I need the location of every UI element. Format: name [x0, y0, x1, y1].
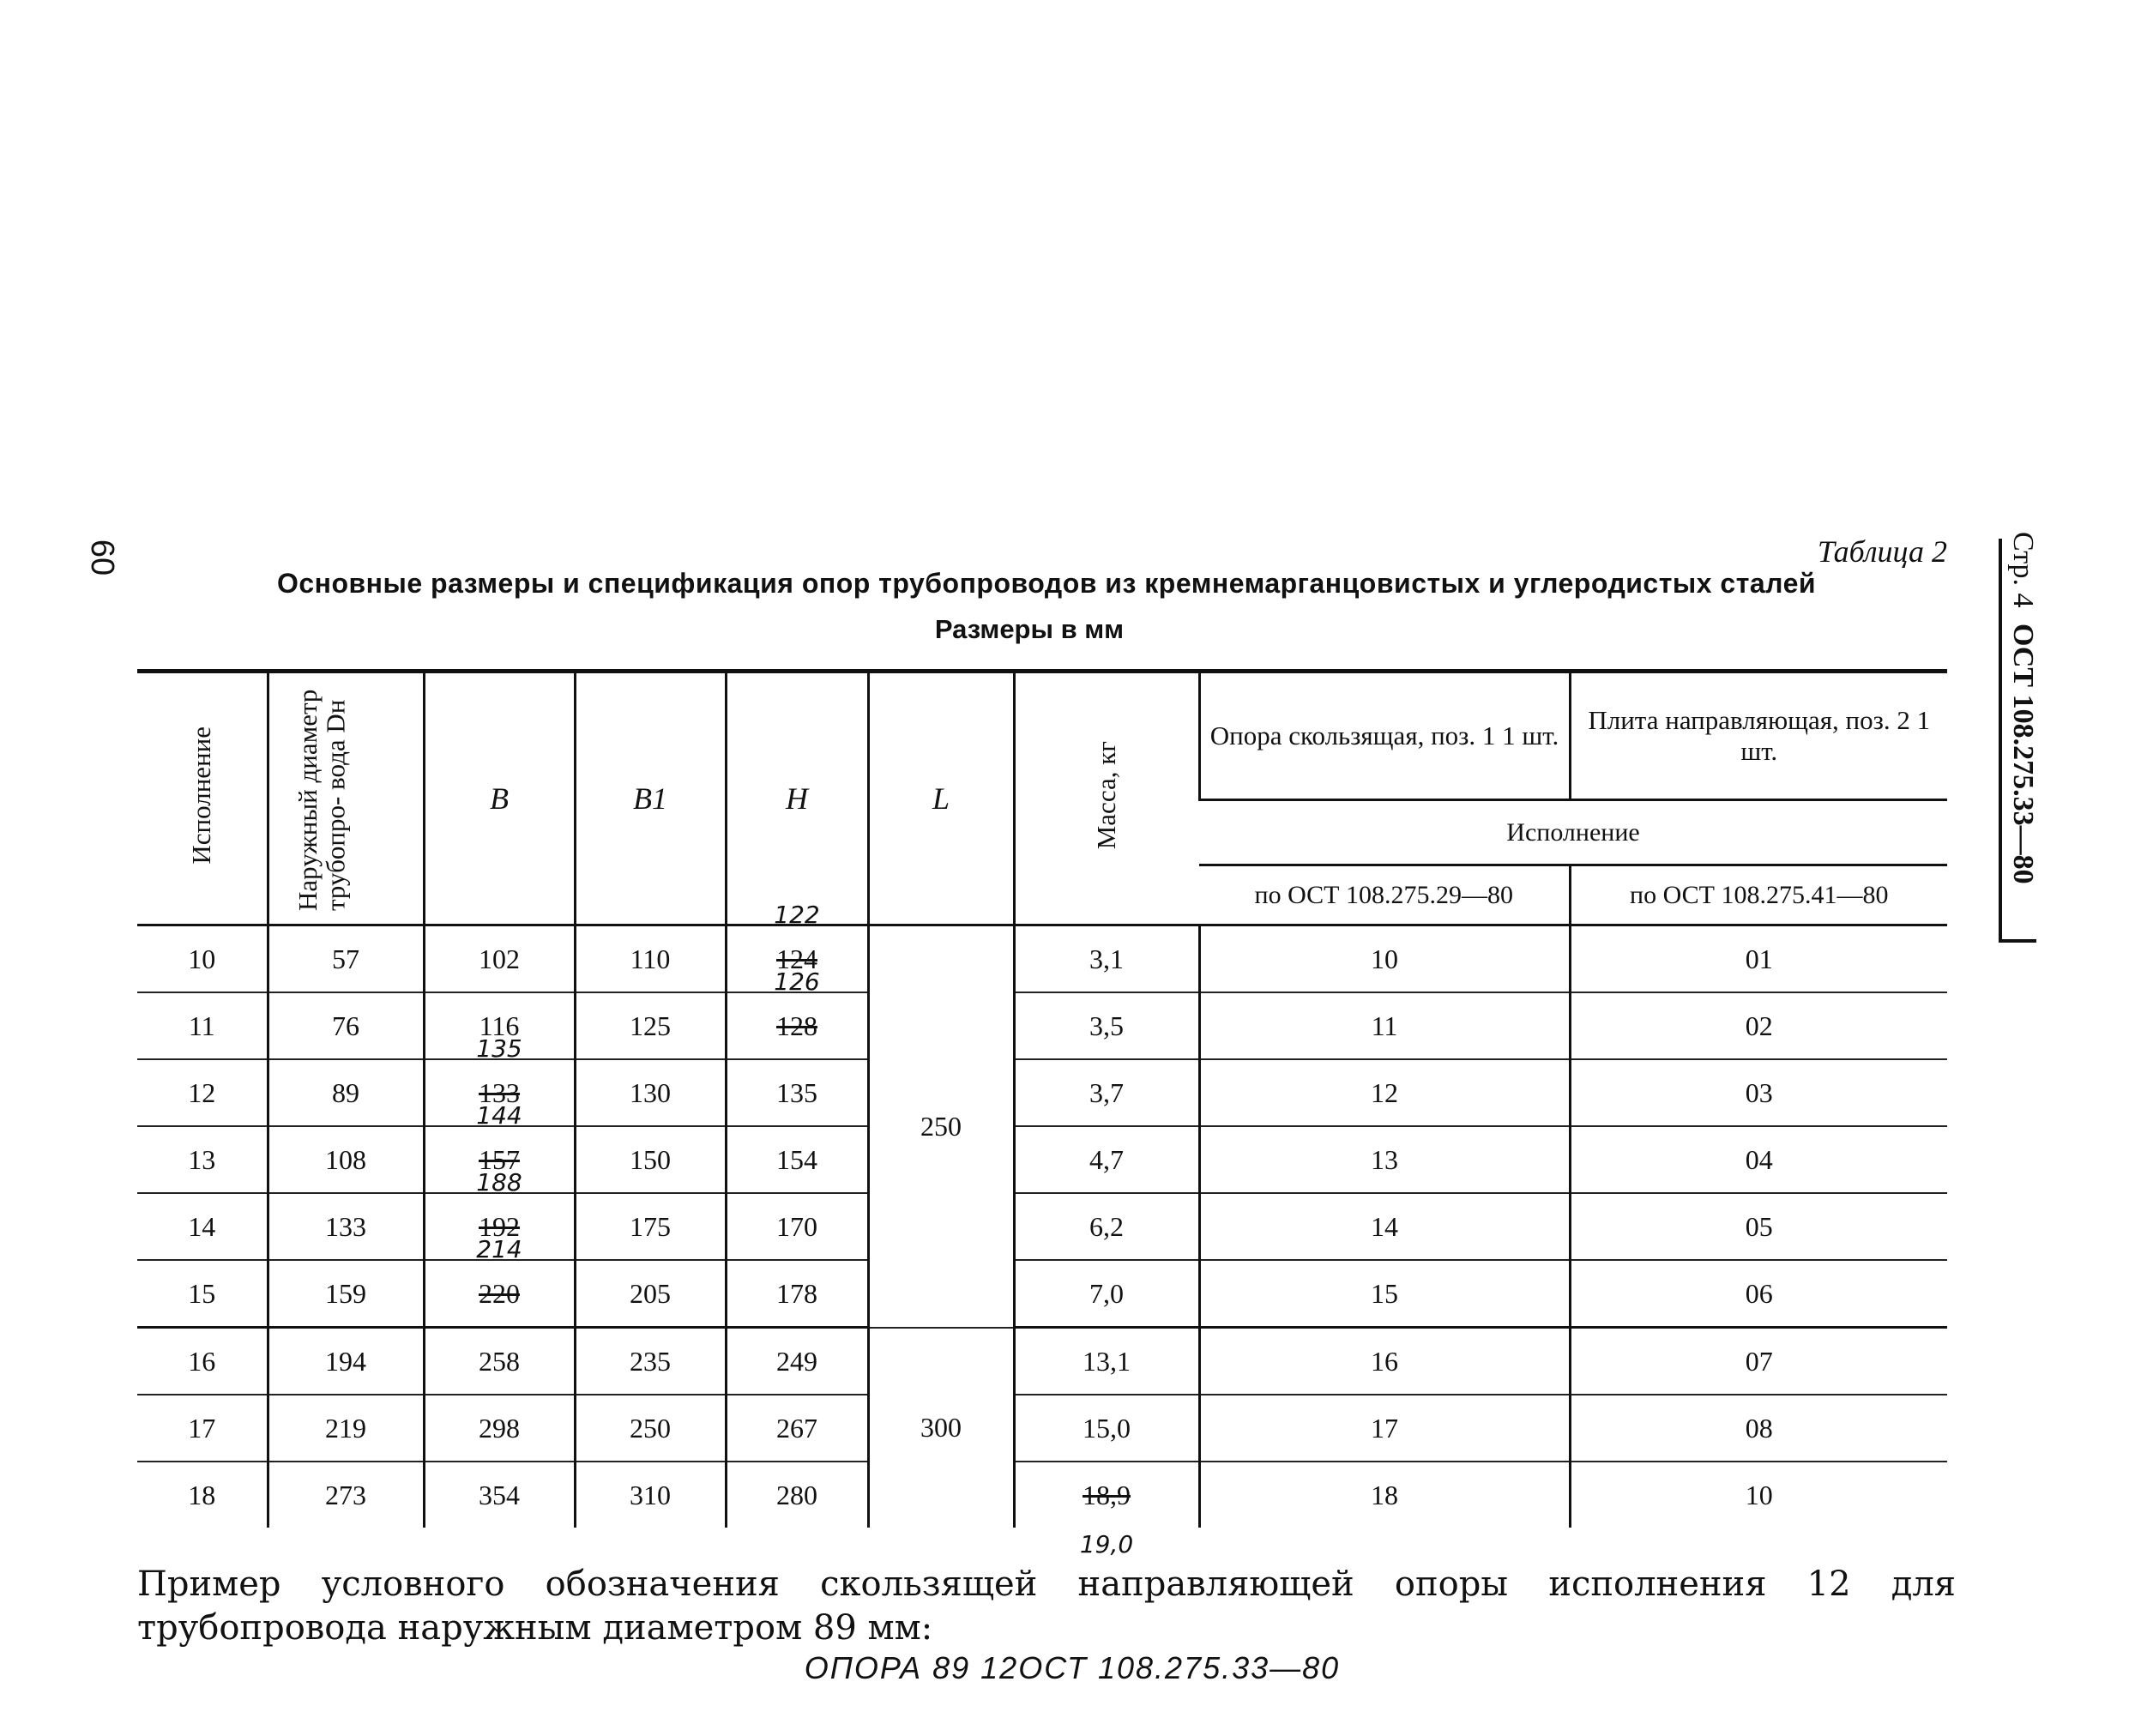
header-h: H: [726, 672, 868, 925]
cell-execution: 13: [137, 1126, 268, 1193]
cell-b: 102: [424, 925, 575, 993]
cell-support: 18: [1199, 1462, 1570, 1528]
cell-mass: 3,1: [1014, 925, 1199, 993]
table-row: [137, 1193, 1947, 1260]
cell-execution: 12: [137, 1059, 268, 1126]
page-number: 60: [84, 539, 121, 576]
cell-b1: 150: [575, 1126, 726, 1193]
struck-value: 18,9: [1083, 1479, 1131, 1510]
spec-table: [137, 669, 1947, 1558]
cell-plate: 06: [1570, 1260, 1947, 1328]
table-row: [137, 1260, 1947, 1328]
cell-h: 267: [726, 1395, 868, 1462]
struck-value: 128: [776, 1010, 817, 1041]
cell-support: 16: [1199, 1328, 1570, 1395]
struck-value: 192: [479, 1210, 520, 1242]
header-l: L: [868, 672, 1014, 925]
handwritten-correction: 135: [476, 1034, 522, 1063]
struck-value: 124: [776, 943, 817, 974]
table-row: [137, 1059, 1947, 1126]
cell-execution: 15: [137, 1260, 268, 1328]
handwritten-correction: 188: [476, 1168, 522, 1197]
cell-support: 10: [1199, 925, 1570, 993]
cell-b: [424, 1235, 575, 1328]
table-row: [137, 925, 1947, 993]
cell-h: 249: [726, 1328, 868, 1395]
struck-value: 220: [479, 1277, 520, 1309]
cell-execution: 17: [137, 1395, 268, 1462]
cell-execution: 18: [188, 1479, 216, 1510]
cell-diameter: 108: [268, 1126, 424, 1193]
handwritten-correction: 144: [476, 1101, 522, 1130]
cell-support: 12: [1199, 1059, 1570, 1126]
cell-mass: 3,5: [1014, 992, 1199, 1059]
cell-l-group: 300: [868, 1328, 1014, 1528]
cell-execution: 10: [137, 925, 268, 993]
header-support-standard: по ОСТ 108.275.29—80: [1199, 865, 1570, 925]
cell-diameter: 133: [268, 1193, 424, 1260]
cell-l-group: 250: [868, 925, 1014, 1328]
cell-b1: 250: [575, 1395, 726, 1462]
table-row: [137, 1395, 1947, 1462]
side-code-number: ОСТ 108.275.33—80: [2007, 623, 2039, 884]
cell-h: 154: [726, 1126, 868, 1193]
header-mass: Масса, кг: [1014, 672, 1199, 925]
handwritten-correction: 214: [476, 1235, 522, 1263]
cell-mass: 3,7: [1014, 1059, 1199, 1126]
table-label: Таблица 2: [1817, 534, 1947, 569]
cell-support: 17: [1199, 1395, 1570, 1462]
cell-b1: 130: [575, 1059, 726, 1126]
header-b: B: [424, 672, 575, 925]
cell-plate: 10: [1570, 1462, 1947, 1528]
cell-support: 14: [1199, 1193, 1570, 1260]
cell-execution: 11: [137, 992, 268, 1059]
cell-b1: 235: [575, 1328, 726, 1395]
cell-execution: 14: [137, 1193, 268, 1260]
cell-mass: 6,2: [1014, 1193, 1199, 1260]
cell-plate: 07: [1570, 1328, 1947, 1395]
cell-diameter: 219: [268, 1395, 424, 1462]
cell-support: 15: [1199, 1260, 1570, 1328]
cell-plate: 02: [1570, 992, 1947, 1059]
example-paragraph: Пример условного обозначения скользящей направляющей опоры исполнения 12 для трубопровода наружным диаметром 89 мм:: [137, 1564, 1956, 1649]
cell-plate: 01: [1570, 925, 1947, 993]
cell-b: 258: [424, 1328, 575, 1395]
side-code-prefix: Стр. 4: [2007, 532, 2039, 608]
header-execution-sub: Исполнение: [1199, 800, 1947, 865]
cell-b1: 205: [575, 1260, 726, 1328]
side-divider-foot: [1999, 939, 2036, 943]
table-row: [137, 1462, 1947, 1528]
cell-b1: 175: [575, 1193, 726, 1260]
cell-support: 13: [1199, 1126, 1570, 1193]
cell-b1: 310: [575, 1462, 726, 1528]
example-designation: ОПОРА 89 12ОСТ 108.275.33—80: [804, 1650, 1341, 1685]
header-support-group: Опора скользящая, поз. 1 1 шт.: [1199, 672, 1570, 800]
cell-diameter: 57: [268, 925, 424, 993]
handwritten-correction: 19,0: [1079, 1530, 1134, 1558]
cell-h: 178: [726, 1260, 868, 1328]
cell-h: 170: [726, 1193, 868, 1260]
table-title: Основные размеры и спецификация опор трубопроводов из кремнемарганцовистых и углеродистых сталей: [276, 568, 1817, 599]
cell-h: 280: [726, 1462, 868, 1528]
cell-h: 135: [726, 1059, 868, 1126]
side-document-code: [1988, 532, 2057, 926]
handwritten-correction: 126: [774, 967, 820, 996]
header-plate-standard: по ОСТ 108.275.41—80: [1570, 865, 1947, 925]
cell-support: 11: [1199, 992, 1570, 1059]
cell-b: 298: [424, 1395, 575, 1462]
cell-diameter: 194: [268, 1328, 424, 1395]
cell-mass: 7,0: [1014, 1260, 1199, 1328]
header-b1: B1: [575, 672, 726, 925]
cell-plate: 03: [1570, 1059, 1947, 1126]
cell-b: 116: [424, 992, 575, 1059]
table-row: [137, 1126, 1947, 1193]
cell-b1: 125: [575, 992, 726, 1059]
cell-diameter: 76: [268, 992, 424, 1059]
cell-b1: 110: [575, 925, 726, 993]
header-plate-group: Плита направляющая, поз. 2 1 шт.: [1570, 672, 1947, 800]
cell-mass: 13,1: [1014, 1328, 1199, 1395]
cell-mass: 4,7: [1014, 1126, 1199, 1193]
cell-h: [726, 967, 868, 1059]
units-note: Размеры в мм: [934, 614, 1125, 644]
header-execution: Исполнение: [137, 672, 268, 925]
cell-execution: 16: [137, 1328, 268, 1395]
cell-mass: 15,0: [1014, 1395, 1199, 1462]
struck-value: 157: [479, 1143, 520, 1175]
cell-diameter: 273: [268, 1462, 424, 1528]
cell-plate: 08: [1570, 1395, 1947, 1462]
cell-plate: 05: [1570, 1193, 1947, 1260]
cell-mass: [1014, 1462, 1199, 1558]
table-row: [137, 992, 1947, 1059]
cell-diameter: 89: [268, 1059, 424, 1126]
header-diameter: Наружный диаметр трубопро- вода Dн: [268, 672, 424, 925]
handwritten-correction: 122: [774, 901, 820, 929]
cell-b: 354: [424, 1462, 575, 1528]
struck-value: 133: [479, 1076, 520, 1108]
table-row: [137, 1328, 1947, 1395]
cell-plate: 04: [1570, 1126, 1947, 1193]
cell-diameter: 159: [268, 1260, 424, 1328]
